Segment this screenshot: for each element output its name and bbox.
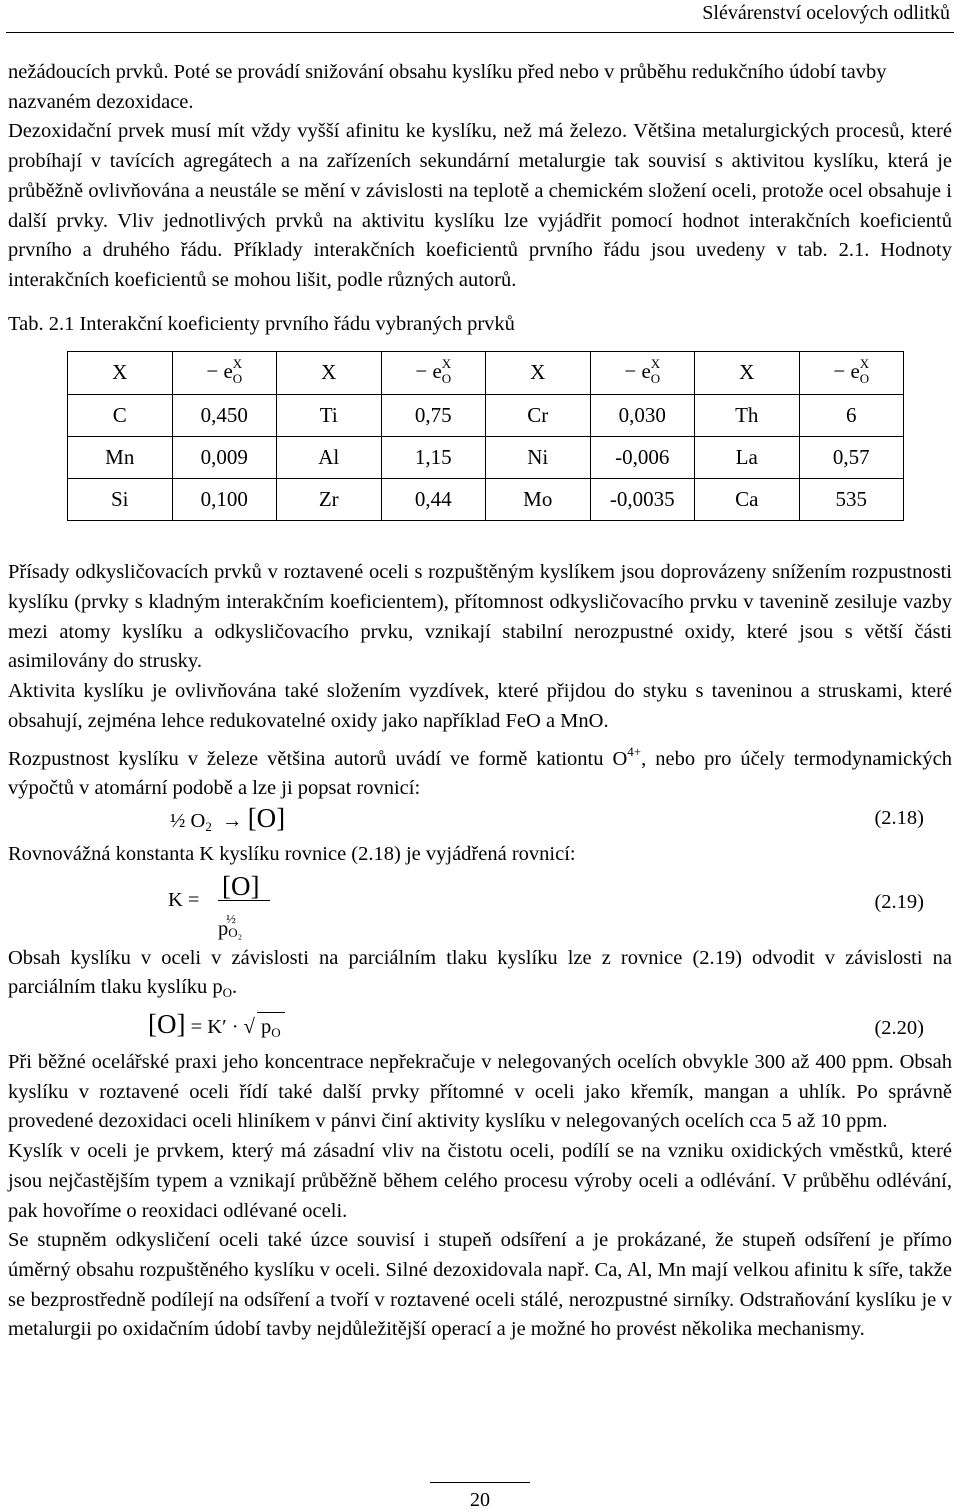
table-cell: 0,57 bbox=[799, 437, 904, 479]
equation-2-20 bbox=[8, 1008, 952, 1048]
table-cell: 1,15 bbox=[381, 437, 486, 479]
table-cell: Si bbox=[68, 479, 173, 521]
header-cell-element: X bbox=[695, 352, 800, 395]
paragraph-10: Se stupněm odkysličení oceli také úzce souvisí i stupeň odsíření a je prokázané, že stupeň odsíření je přímo úměrný obsahu rozpuštěného kyslíku v oceli. Silné dezoxidovala např. Ca, Al, Mn mají velkou afinitu k síře, takže se bezprostředně podílejí na odsíření a tvoří v roztavené oceli stálé, nerozpustné sirníky. Odstraňování kyslíku je v metalurgii po oxidačním údobí tavby nejdůležitější operací a je možné ho provést několika mechanismy. bbox=[8, 1229, 952, 1341]
paragraph-1: nežádoucích prvků. Poté se provádí snižování obsahu kyslíku před nebo v průběhu redukčního údobí tavby nazvaném dezoxidace. bbox=[8, 61, 887, 113]
table-cell: Mo bbox=[486, 479, 591, 521]
table-cell: 0,030 bbox=[590, 395, 695, 437]
table-cell: 0,009 bbox=[172, 437, 277, 479]
header-rule bbox=[6, 32, 954, 33]
table-cell: Zr bbox=[277, 479, 382, 521]
table-cell: 0,100 bbox=[172, 479, 277, 521]
page-content bbox=[8, 58, 952, 1345]
equation-lhs: ½ O2 → [O] bbox=[170, 802, 286, 834]
header-cell-element: X bbox=[68, 352, 173, 395]
table-cell: 0,44 bbox=[381, 479, 486, 521]
header-cell-element: X bbox=[486, 352, 591, 395]
paragraph-8: Při běžné ocelářské praxi jeho koncentrace nepřekračuje v nelegovaných ocelích obvykle 300 až 400 ppm. Obsah kyslíku v roztavené oceli řídí také další prvky přítomné v oceli jako křemík, mangan a uhlík. Po správně provedené dezoxidaci oceli hliníkem v pánvi činí aktivity kyslíku v nelegovaných ocelích cca 5 až 10 ppm. bbox=[8, 1051, 952, 1133]
table-cell: Mn bbox=[68, 437, 173, 479]
header-cell-element: X bbox=[277, 352, 382, 395]
running-title: Slévárenství ocelových odlitků bbox=[702, 2, 950, 24]
table-cell: Ti bbox=[277, 395, 382, 437]
page-header bbox=[0, 0, 960, 36]
equation-body: [O] = K′ · √ pO bbox=[148, 1010, 285, 1048]
header-cell-coefficient: − $e_O$ X bbox=[799, 352, 904, 395]
table-row bbox=[68, 479, 904, 521]
paragraph-6: Rovnovážná konstanta K kyslíku rovnice (2.18) je vyjádřená rovnicí: bbox=[8, 842, 576, 865]
interaction-coefficient-table bbox=[67, 351, 904, 521]
paragraph-2: Dezoxidační prvek musí mít vždy vyšší afinitu ke kyslíku, než má železo. Většina metalurgických procesů, které probíhají v tavících agregátech a na zařízeních sekundární metalurgie tak souvisí s aktivitou kyslíku, která je průběžně ovlivňována a neustále se mění v závislosti na teplotě a chemickém složení oceli, protože ocel obsahuje i další prvky. Vliv jednotlivých prvků na aktivitu kyslíku lze vyjádřit pomocí hodnot interakčních koeficientů prvního a druhého řádu. Příklady interakčních koeficientů prvního řádu jsou uvedeny v tab. 2.1. Hodnoty interakčních koeficientů se mohou lišit, podle různých autorů. bbox=[8, 120, 952, 291]
header-cell-coefficient: − $e_O$ X bbox=[590, 352, 695, 395]
header-cell-coefficient: − $e_O$ X bbox=[381, 352, 486, 395]
equation-number: (2.19) bbox=[874, 890, 924, 913]
table-cell: La bbox=[695, 437, 800, 479]
table-cell: -0,0035 bbox=[590, 479, 695, 521]
page-number: 20 bbox=[470, 1489, 490, 1511]
table-caption: Tab. 2.1 Interakční koeficienty prvního řádu vybraných prvků bbox=[8, 312, 515, 335]
table-cell: Ni bbox=[486, 437, 591, 479]
paragraph-3: Přísady odkysličovacích prvků v roztavené oceli s rozpuštěným kyslíkem jsou doprovázeny snížením rozpustnosti kyslíku (prvky s kladným interakčním koeficientem), přítomnost odkysličovacího prvku v tavenině zesiluje vazby mezi atomy kyslíku a odkysličovacího prvku, vznikají stabilní nerozpustné oxidy, které jsou s větší části asimilovány do strusky. bbox=[8, 561, 952, 673]
equation-2-19: K = [O] pO₂$^{\frac{1}{2}}$ (2.19) bbox=[168, 870, 924, 940]
table-cell: 0,450 bbox=[172, 395, 277, 437]
table-cell: -0,006 bbox=[590, 437, 695, 479]
footer-rule bbox=[430, 1482, 530, 1483]
paragraph-9: Kyslík v oceli je prvkem, který má zásadní vliv na čistotu oceli, podílí se na vzniku oxidických vměstků, které jsou nejčastějším typem a vznikají průběžně během celého procesu výroby oceli a odlévání. V průběhu odlévání, pak hovoříme o reoxidaci odlévané oceli. bbox=[8, 1140, 952, 1222]
equation-number: (2.18) bbox=[874, 806, 924, 829]
table-cell: Ca bbox=[695, 479, 800, 521]
equation-2-18 bbox=[8, 804, 952, 840]
table-cell: Cr bbox=[486, 395, 591, 437]
paragraph-5: Rozpustnost kyslíku v železe většina autorů uvádí ve formě kationtu $O^{4+}$, nebo pro účely termodynamických výpočtů v atomární podobě a lze ji popsat rovnicí: bbox=[8, 743, 953, 800]
table-cell: Al bbox=[277, 437, 382, 479]
table-cell: Th bbox=[695, 395, 800, 437]
table-row bbox=[68, 437, 904, 479]
table-cell: 535 bbox=[799, 479, 904, 521]
table-cell: C bbox=[68, 395, 173, 437]
header-cell-coefficient: − $e_O$ X bbox=[172, 352, 277, 395]
paragraph-4: Aktivita kyslíku je ovlivňována také složením vyzdívek, které přijdou do styku s taveninou a struskami, které obsahují, zejména lehce redukovatelné oxidy jako například FeO a MnO. bbox=[8, 680, 952, 732]
equation-number: (2.20) bbox=[874, 1017, 924, 1040]
table-cell: 6 bbox=[799, 395, 904, 437]
paragraph-7: Obsah kyslíku v oceli v závislosti na parciálním tlaku kyslíku lze z rovnice (2.19) odvodit v závislosti na parciálním tlaku kyslíku pO. bbox=[8, 946, 952, 1001]
table-header-row bbox=[68, 352, 904, 395]
table-row bbox=[68, 395, 904, 437]
table-cell: 0,75 bbox=[381, 395, 486, 437]
